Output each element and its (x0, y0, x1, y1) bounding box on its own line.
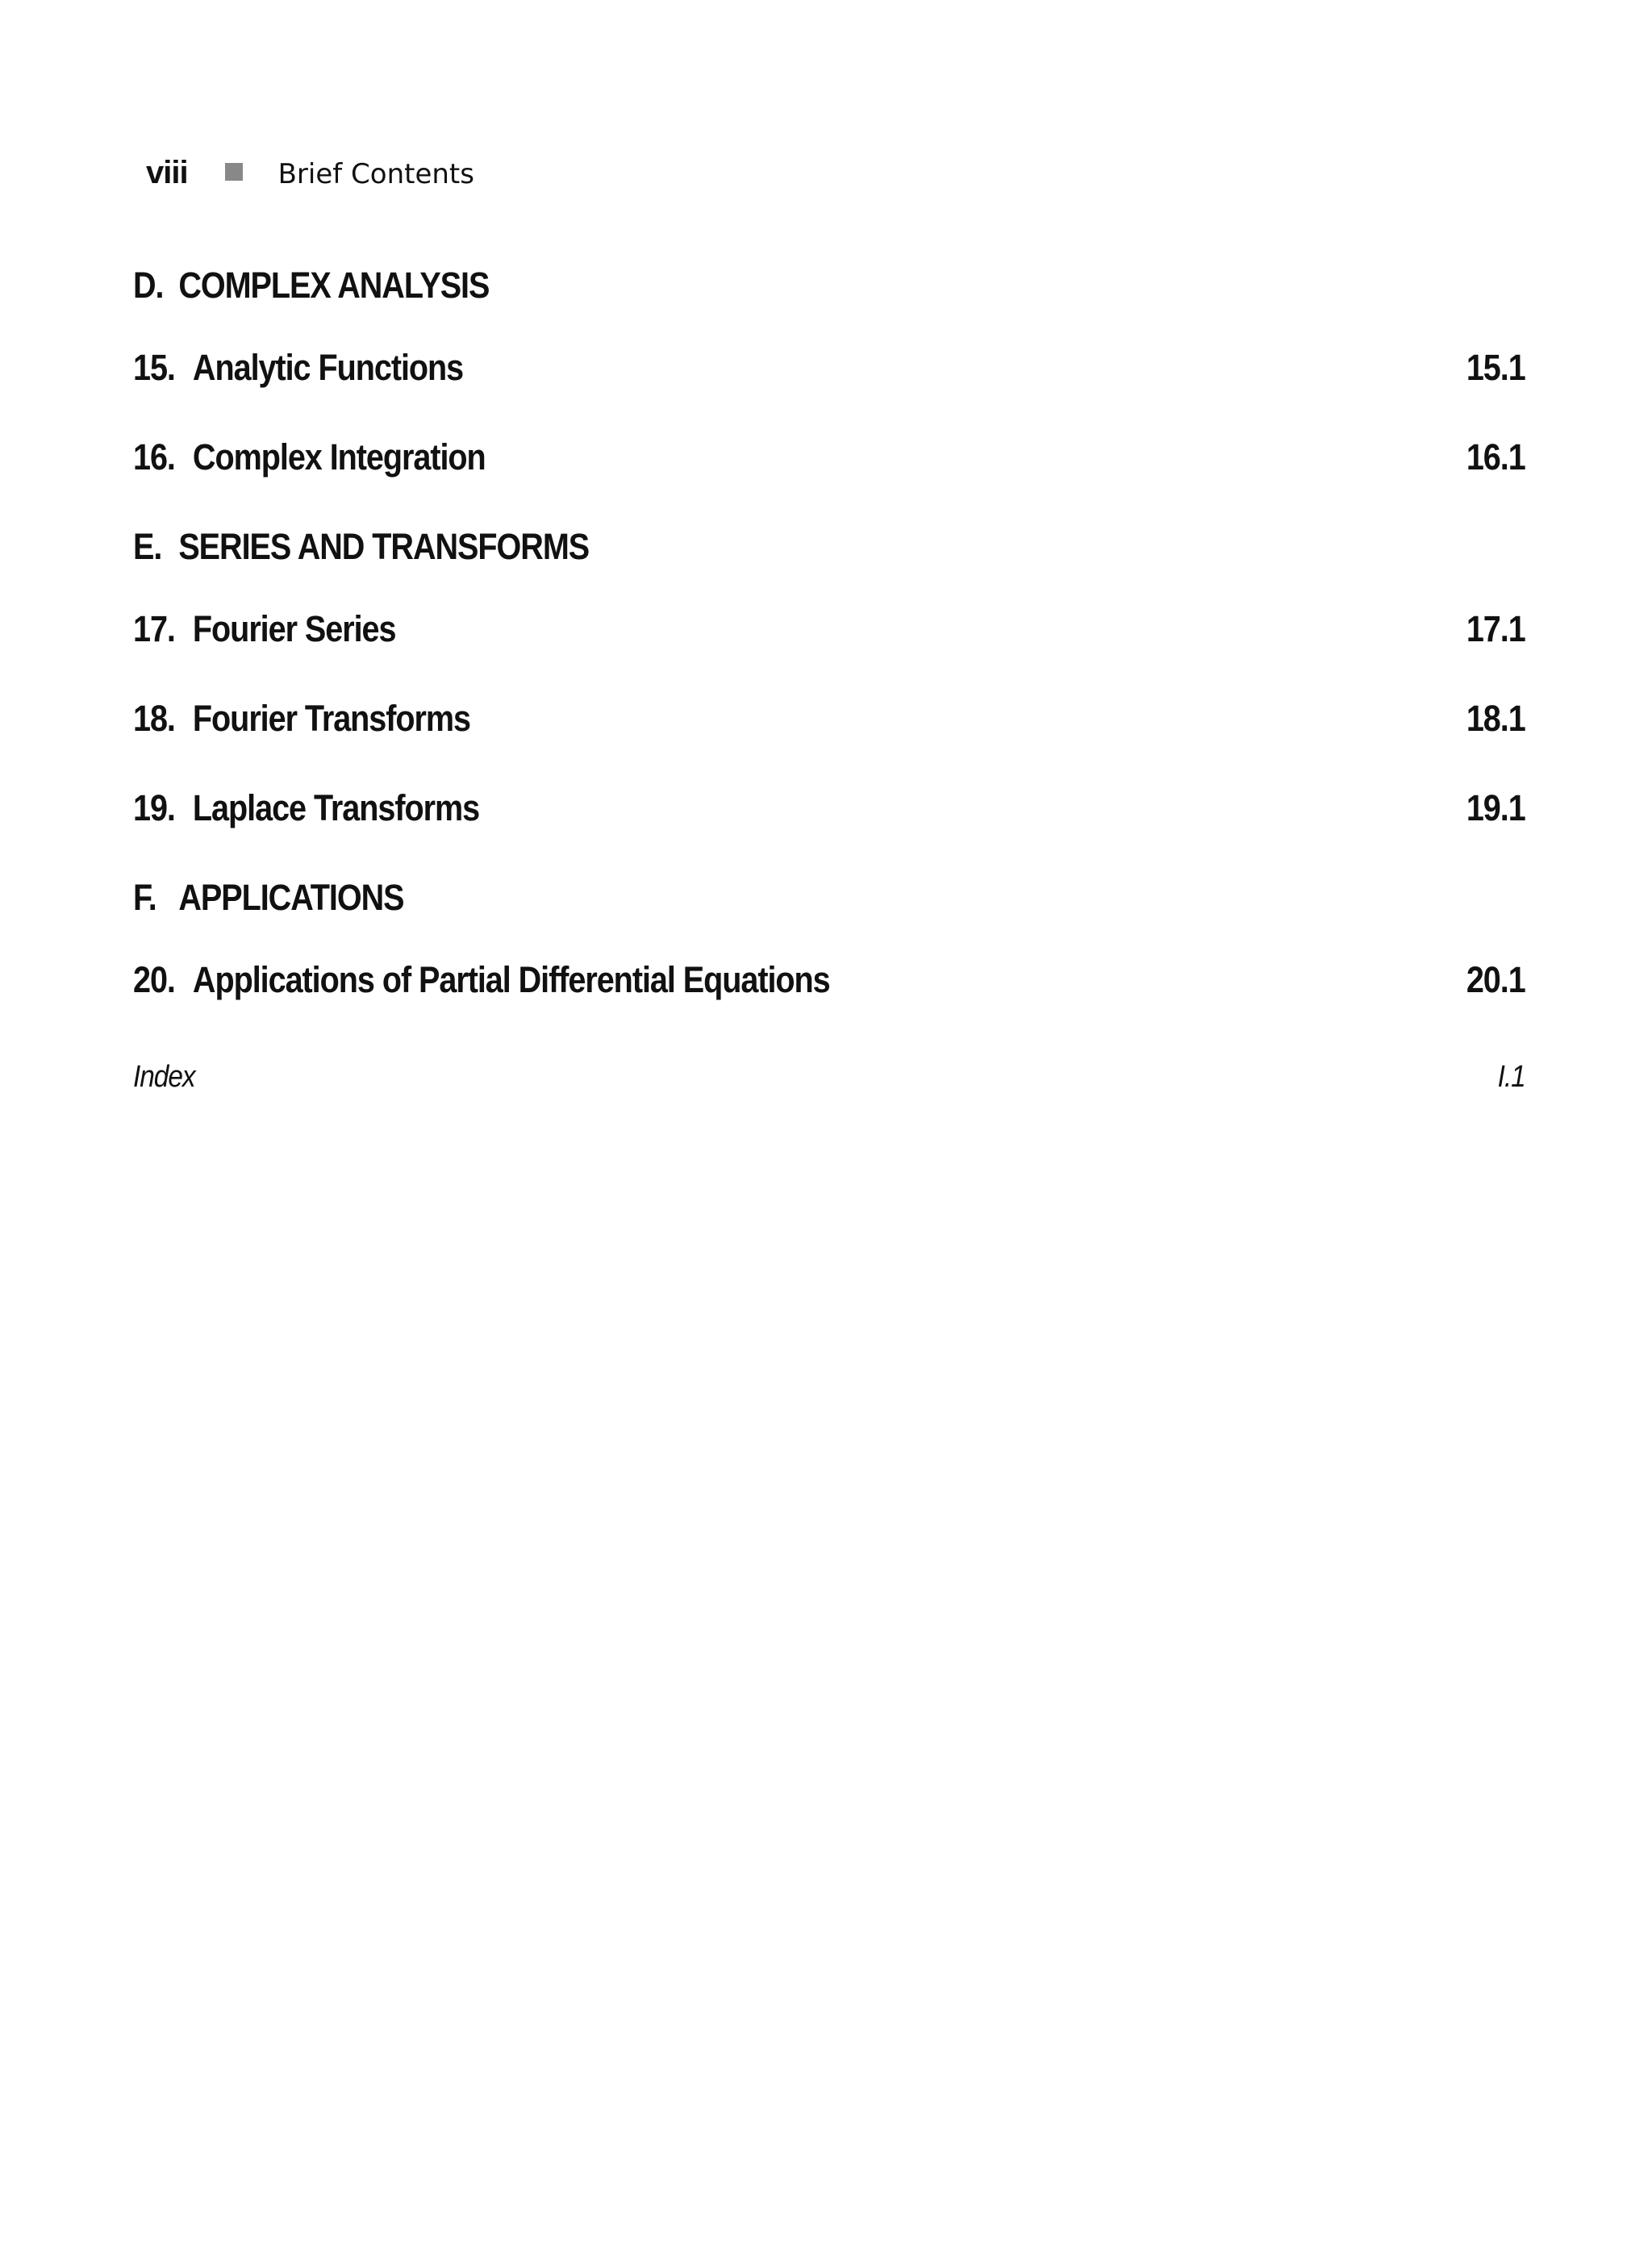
toc-entry-chapter-17[interactable] (133, 608, 1525, 650)
toc-entry-chapter-18[interactable] (133, 698, 1525, 740)
chapter-page: 19.1 (1466, 787, 1525, 828)
toc-entry-chapter-20[interactable] (133, 959, 1525, 1001)
chapter-number: 16. (133, 436, 175, 478)
chapter-page: 16.1 (1466, 436, 1525, 478)
chapter-number: 20. (133, 959, 175, 1000)
running-header (146, 152, 474, 194)
chapter-page: 15.1 (1466, 347, 1525, 388)
chapter-page: 20.1 (1466, 959, 1525, 1000)
part-title: APPLICATIONS (178, 877, 404, 918)
header-square-marker (225, 163, 243, 181)
index-page: I.1 (1497, 1060, 1525, 1094)
part-letter: F. (133, 877, 156, 918)
page-number: viii (146, 155, 188, 190)
chapter-title: Laplace Transforms (192, 787, 480, 828)
toc-entry-chapter-16[interactable] (133, 436, 1525, 478)
chapter-page: 18.1 (1466, 698, 1525, 739)
part-heading-f (133, 877, 1525, 919)
part-heading-d (133, 265, 1525, 307)
chapter-page: 17.1 (1466, 608, 1525, 649)
index-title: Index (133, 1060, 195, 1094)
toc-entry-index[interactable] (133, 1060, 1525, 1095)
chapter-title: Analytic Functions (192, 347, 464, 388)
chapter-number: 17. (133, 608, 175, 649)
chapter-number: 19. (133, 787, 175, 828)
chapter-title: Fourier Transforms (192, 698, 471, 739)
chapter-number: 18. (133, 698, 175, 739)
chapter-title: Applications of Partial Differential Equations (192, 959, 830, 1000)
part-letter: D. (133, 265, 164, 306)
toc-entry-chapter-15[interactable] (133, 347, 1525, 389)
toc-entry-chapter-19[interactable] (133, 787, 1525, 829)
part-title: COMPLEX ANALYSIS (178, 265, 490, 306)
part-title: SERIES AND TRANSFORMS (178, 526, 590, 567)
running-header-title: Brief Contents (277, 158, 474, 190)
chapter-title: Complex Integration (192, 436, 486, 478)
part-heading-e (133, 526, 1525, 568)
chapter-title: Fourier Series (192, 608, 396, 649)
part-letter: E. (133, 526, 162, 567)
chapter-number: 15. (133, 347, 175, 388)
